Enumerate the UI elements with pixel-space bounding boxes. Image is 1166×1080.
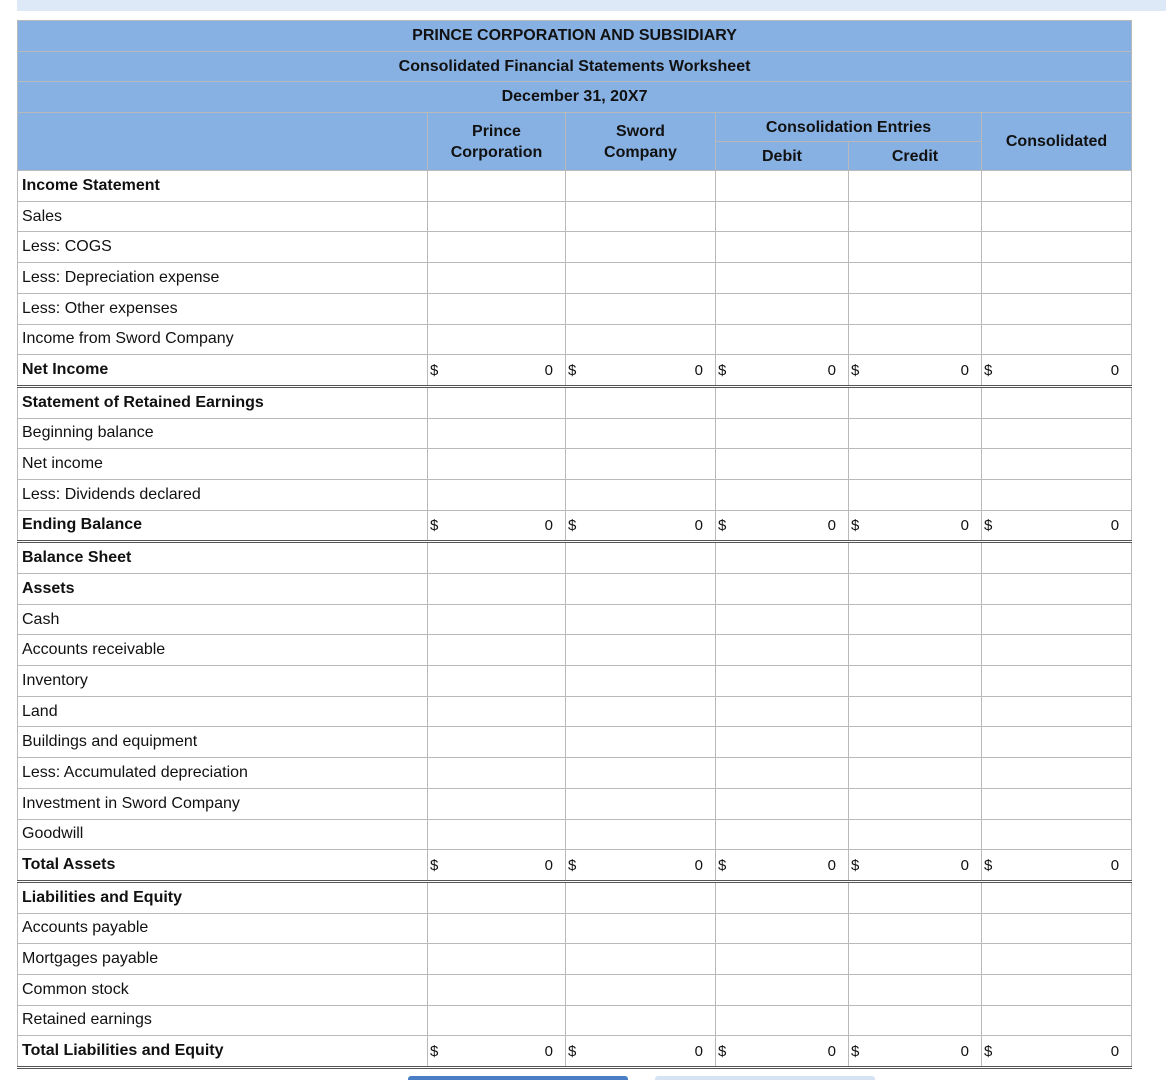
row-label: Buildings and equipment <box>18 727 428 758</box>
total-value: 0 <box>544 1042 553 1060</box>
row-label: Total Assets <box>18 850 428 882</box>
input-cell[interactable] <box>849 479 982 510</box>
column-header-credit: Credit <box>849 142 982 171</box>
input-cell[interactable] <box>716 386 849 418</box>
input-cell[interactable] <box>716 1005 849 1036</box>
section-row <box>18 386 1132 418</box>
total-cell <box>716 510 849 542</box>
input-cell[interactable] <box>566 293 716 324</box>
total-cell <box>716 850 849 882</box>
total-value: 0 <box>1110 856 1120 874</box>
input-cell[interactable] <box>428 574 566 605</box>
input-cell[interactable] <box>566 479 716 510</box>
input-cell[interactable] <box>428 727 566 758</box>
input-cell[interactable] <box>982 758 1132 789</box>
total-cell <box>566 355 716 387</box>
row-label: Ending Balance <box>18 510 428 542</box>
input-cell[interactable] <box>849 788 982 819</box>
input-cell[interactable] <box>566 1005 716 1036</box>
input-cell[interactable] <box>849 727 982 758</box>
input-cell[interactable] <box>982 1005 1132 1036</box>
currency-symbol: $ <box>430 1042 439 1060</box>
input-cell[interactable] <box>982 324 1132 355</box>
input-cell[interactable] <box>982 913 1132 944</box>
currency-symbol: $ <box>718 1042 727 1060</box>
input-cell[interactable] <box>982 974 1132 1005</box>
currency-symbol: $ <box>430 856 439 874</box>
input-cell[interactable] <box>428 788 566 819</box>
table-row <box>18 758 1132 789</box>
input-cell[interactable] <box>566 542 716 574</box>
input-cell[interactable] <box>982 418 1132 449</box>
currency-symbol: $ <box>568 856 577 874</box>
input-cell[interactable] <box>849 913 982 944</box>
total-row <box>18 355 1132 387</box>
input-cell[interactable] <box>716 758 849 789</box>
input-cell[interactable] <box>428 418 566 449</box>
input-cell[interactable] <box>716 418 849 449</box>
total-cell <box>566 1036 716 1068</box>
total-value: 0 <box>827 856 836 874</box>
total-cell <box>716 355 849 387</box>
currency-symbol: $ <box>718 516 727 534</box>
input-cell[interactable] <box>566 696 716 727</box>
total-cell <box>428 510 566 542</box>
currency-symbol: $ <box>851 1042 860 1060</box>
table-row <box>18 666 1132 697</box>
total-cell <box>428 1036 566 1068</box>
table-row <box>18 819 1132 850</box>
input-cell[interactable] <box>982 944 1132 975</box>
row-label: Less: Dividends declared <box>18 479 428 510</box>
row-label: Sales <box>18 201 428 232</box>
total-value: 0 <box>544 361 553 379</box>
column-header-consolidation-entries: Consolidation Entries <box>716 113 982 142</box>
input-cell[interactable] <box>849 171 982 202</box>
input-cell[interactable] <box>428 881 566 913</box>
input-cell[interactable] <box>566 881 716 913</box>
currency-symbol: $ <box>851 361 860 379</box>
input-cell[interactable] <box>566 913 716 944</box>
input-cell[interactable] <box>566 171 716 202</box>
input-cell[interactable] <box>849 201 982 232</box>
row-label: Cash <box>18 604 428 635</box>
table-row <box>18 232 1132 263</box>
total-cell <box>428 355 566 387</box>
input-cell[interactable] <box>566 819 716 850</box>
input-cell[interactable] <box>566 727 716 758</box>
currency-symbol: $ <box>984 516 993 534</box>
total-row <box>18 850 1132 882</box>
input-cell[interactable] <box>849 758 982 789</box>
input-cell[interactable] <box>716 293 849 324</box>
input-cell[interactable] <box>849 232 982 263</box>
input-cell[interactable] <box>982 881 1132 913</box>
input-cell[interactable] <box>428 479 566 510</box>
total-value: 0 <box>694 1042 703 1060</box>
total-cell <box>849 510 982 542</box>
row-label: Accounts payable <box>18 913 428 944</box>
currency-symbol: $ <box>430 516 439 534</box>
input-cell[interactable] <box>982 574 1132 605</box>
row-label: Investment in Sword Company <box>18 788 428 819</box>
input-cell[interactable] <box>849 542 982 574</box>
input-cell[interactable] <box>849 574 982 605</box>
column-header-consolidated: Consolidated <box>982 113 1132 171</box>
input-cell[interactable] <box>982 635 1132 666</box>
input-cell[interactable] <box>716 944 849 975</box>
input-cell[interactable] <box>716 727 849 758</box>
input-cell[interactable] <box>716 666 849 697</box>
section-row <box>18 542 1132 574</box>
input-cell[interactable] <box>716 574 849 605</box>
currency-symbol: $ <box>568 516 577 534</box>
total-value: 0 <box>1110 361 1120 379</box>
input-cell[interactable] <box>566 788 716 819</box>
row-label: Statement of Retained Earnings <box>18 386 428 418</box>
table-row <box>18 201 1132 232</box>
section-row <box>18 881 1132 913</box>
total-cell <box>566 510 716 542</box>
input-cell[interactable] <box>566 604 716 635</box>
total-value: 0 <box>694 361 703 379</box>
worksheet-title: PRINCE CORPORATION AND SUBSIDIARY <box>18 21 1132 52</box>
input-cell[interactable] <box>716 232 849 263</box>
total-value: 0 <box>694 856 703 874</box>
table-row <box>18 418 1132 449</box>
input-cell[interactable] <box>566 201 716 232</box>
input-cell[interactable] <box>428 171 566 202</box>
input-cell[interactable] <box>566 666 716 697</box>
input-cell[interactable] <box>849 819 982 850</box>
input-cell[interactable] <box>566 635 716 666</box>
row-label: Income from Sword Company <box>18 324 428 355</box>
table-row <box>18 293 1132 324</box>
total-cell <box>982 850 1132 882</box>
input-cell[interactable] <box>716 263 849 294</box>
input-cell[interactable] <box>982 819 1132 850</box>
total-value: 0 <box>694 516 703 534</box>
row-label: Goodwill <box>18 819 428 850</box>
input-cell[interactable] <box>849 944 982 975</box>
row-label: Liabilities and Equity <box>18 881 428 913</box>
input-cell[interactable] <box>428 635 566 666</box>
total-cell <box>716 1036 849 1068</box>
input-cell[interactable] <box>428 913 566 944</box>
total-value: 0 <box>960 1042 969 1060</box>
input-cell[interactable] <box>428 324 566 355</box>
total-value: 0 <box>1110 516 1120 534</box>
consolidation-worksheet <box>17 20 1132 1069</box>
total-value: 0 <box>960 856 969 874</box>
input-cell[interactable] <box>982 293 1132 324</box>
table-row <box>18 788 1132 819</box>
input-cell[interactable] <box>982 201 1132 232</box>
input-cell[interactable] <box>428 293 566 324</box>
row-label: Net Income <box>18 355 428 387</box>
currency-symbol: $ <box>568 361 577 379</box>
input-cell[interactable] <box>982 263 1132 294</box>
row-label: Less: Accumulated depreciation <box>18 758 428 789</box>
input-cell[interactable] <box>982 727 1132 758</box>
currency-symbol: $ <box>984 361 993 379</box>
row-label: Assets <box>18 574 428 605</box>
total-value: 0 <box>827 516 836 534</box>
input-cell[interactable] <box>716 696 849 727</box>
secondary-button[interactable] <box>655 1076 875 1080</box>
currency-symbol: $ <box>718 361 727 379</box>
input-cell[interactable] <box>428 386 566 418</box>
input-cell[interactable] <box>982 604 1132 635</box>
input-cell[interactable] <box>428 944 566 975</box>
table-row <box>18 913 1132 944</box>
column-header-prince: Prince Corporation <box>428 113 566 171</box>
input-cell[interactable] <box>566 324 716 355</box>
input-cell[interactable] <box>982 696 1132 727</box>
input-cell[interactable] <box>716 881 849 913</box>
row-label: Retained earnings <box>18 1005 428 1036</box>
input-cell[interactable] <box>566 974 716 1005</box>
input-cell[interactable] <box>849 696 982 727</box>
input-cell[interactable] <box>428 666 566 697</box>
table-row <box>18 1005 1132 1036</box>
table-row <box>18 944 1132 975</box>
column-header-debit: Debit <box>716 142 849 171</box>
input-cell[interactable] <box>716 324 849 355</box>
input-cell[interactable] <box>982 479 1132 510</box>
total-cell <box>982 1036 1132 1068</box>
input-cell[interactable] <box>716 449 849 480</box>
input-cell[interactable] <box>982 232 1132 263</box>
total-value: 0 <box>827 361 836 379</box>
input-cell[interactable] <box>428 232 566 263</box>
top-banner <box>17 0 1166 11</box>
total-cell <box>566 850 716 882</box>
row-label: Less: COGS <box>18 232 428 263</box>
worksheet-subtitle: Consolidated Financial Statements Worksheet <box>18 51 1132 82</box>
total-value: 0 <box>960 361 969 379</box>
currency-symbol: $ <box>851 516 860 534</box>
input-cell[interactable] <box>428 758 566 789</box>
input-cell[interactable] <box>428 819 566 850</box>
input-cell[interactable] <box>428 1005 566 1036</box>
input-cell[interactable] <box>849 635 982 666</box>
total-cell <box>849 850 982 882</box>
input-cell[interactable] <box>849 263 982 294</box>
row-label: Income Statement <box>18 171 428 202</box>
input-cell[interactable] <box>428 263 566 294</box>
header-blank <box>18 113 428 171</box>
input-cell[interactable] <box>566 574 716 605</box>
input-cell[interactable] <box>982 788 1132 819</box>
currency-symbol: $ <box>718 856 727 874</box>
input-cell[interactable] <box>849 324 982 355</box>
total-cell <box>428 850 566 882</box>
total-value: 0 <box>544 856 553 874</box>
table-row <box>18 635 1132 666</box>
column-header-sword: Sword Company <box>566 113 716 171</box>
input-cell[interactable] <box>716 913 849 944</box>
total-cell <box>849 1036 982 1068</box>
input-cell[interactable] <box>566 418 716 449</box>
total-value: 0 <box>827 1042 836 1060</box>
input-cell[interactable] <box>428 201 566 232</box>
input-cell[interactable] <box>849 881 982 913</box>
input-cell[interactable] <box>566 232 716 263</box>
section-row <box>18 171 1132 202</box>
total-row <box>18 1036 1132 1068</box>
input-cell[interactable] <box>716 788 849 819</box>
row-label: Less: Other expenses <box>18 293 428 324</box>
table-row <box>18 974 1132 1005</box>
currency-symbol: $ <box>430 361 439 379</box>
input-cell[interactable] <box>849 386 982 418</box>
currency-symbol: $ <box>851 856 860 874</box>
input-cell[interactable] <box>849 293 982 324</box>
total-cell <box>849 355 982 387</box>
row-label: Net income <box>18 449 428 480</box>
input-cell[interactable] <box>716 604 849 635</box>
row-label: Mortgages payable <box>18 944 428 975</box>
input-cell[interactable] <box>716 542 849 574</box>
total-cell <box>982 510 1132 542</box>
input-cell[interactable] <box>428 449 566 480</box>
input-cell[interactable] <box>982 449 1132 480</box>
input-cell[interactable] <box>566 758 716 789</box>
table-row <box>18 696 1132 727</box>
total-value: 0 <box>544 516 553 534</box>
input-cell[interactable] <box>716 635 849 666</box>
row-label: Total Liabilities and Equity <box>18 1036 428 1068</box>
total-value: 0 <box>960 516 969 534</box>
row-label: Balance Sheet <box>18 542 428 574</box>
input-cell[interactable] <box>849 449 982 480</box>
input-cell[interactable] <box>982 542 1132 574</box>
table-row <box>18 727 1132 758</box>
input-cell[interactable] <box>982 666 1132 697</box>
input-cell[interactable] <box>428 542 566 574</box>
total-value: 0 <box>1110 1042 1120 1060</box>
table-row <box>18 479 1132 510</box>
input-cell[interactable] <box>849 974 982 1005</box>
input-cell[interactable] <box>982 386 1132 418</box>
row-label: Common stock <box>18 974 428 1005</box>
table-row <box>18 324 1132 355</box>
input-cell[interactable] <box>849 666 982 697</box>
input-cell[interactable] <box>849 418 982 449</box>
total-cell <box>982 355 1132 387</box>
row-label: Inventory <box>18 666 428 697</box>
total-row <box>18 510 1132 542</box>
row-label: Less: Depreciation expense <box>18 263 428 294</box>
worksheet-date: December 31, 20X7 <box>18 82 1132 113</box>
input-cell[interactable] <box>716 479 849 510</box>
currency-symbol: $ <box>568 1042 577 1060</box>
input-cell[interactable] <box>566 449 716 480</box>
input-cell[interactable] <box>716 819 849 850</box>
input-cell[interactable] <box>716 201 849 232</box>
input-cell[interactable] <box>428 696 566 727</box>
input-cell[interactable] <box>566 386 716 418</box>
input-cell[interactable] <box>566 263 716 294</box>
row-label: Land <box>18 696 428 727</box>
input-cell[interactable] <box>428 974 566 1005</box>
currency-symbol: $ <box>984 856 993 874</box>
input-cell[interactable] <box>428 604 566 635</box>
row-label: Accounts receivable <box>18 635 428 666</box>
primary-button[interactable] <box>408 1076 628 1080</box>
currency-symbol: $ <box>984 1042 993 1060</box>
input-cell[interactable] <box>566 944 716 975</box>
input-cell[interactable] <box>982 171 1132 202</box>
row-label: Beginning balance <box>18 418 428 449</box>
input-cell[interactable] <box>716 171 849 202</box>
input-cell[interactable] <box>716 974 849 1005</box>
input-cell[interactable] <box>849 1005 982 1036</box>
table-row <box>18 604 1132 635</box>
input-cell[interactable] <box>849 604 982 635</box>
section-row <box>18 574 1132 605</box>
table-row <box>18 449 1132 480</box>
table-row <box>18 263 1132 294</box>
